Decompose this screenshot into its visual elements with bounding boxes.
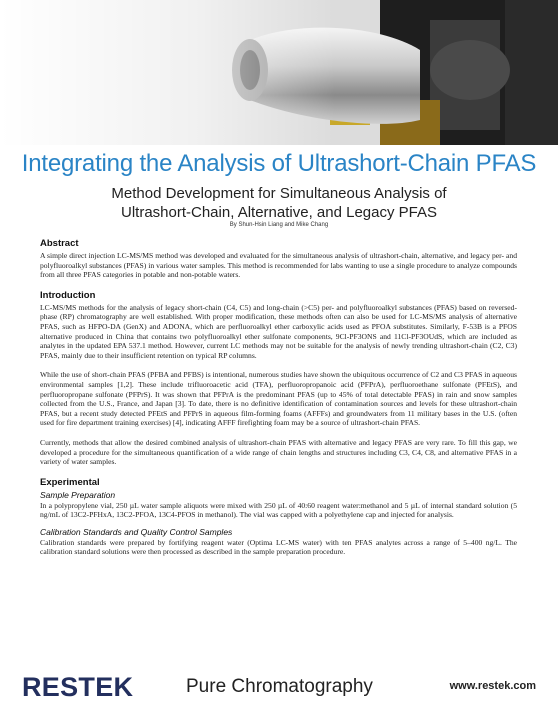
subtitle-line-2: Ultrashort-Chain, Alternative, and Legacy PFAS [121, 204, 437, 221]
abstract-heading: Abstract [40, 238, 79, 249]
sample-preparation-text: In a polypropylene vial, 250 µL water sample aliquots were mixed with 250 µL of 40:60 reagent water:methanol and 5 µL of internal standard solution (5 ng/mL of 13C2-PFHxA, 13C2-PFOA, 13C4-PFOS in methanol). The vial was capped with a polyethylene cap and injected for analysis. [40, 500, 517, 520]
calibration-heading: Calibration Standards and Quality Control Samples [40, 526, 233, 537]
introduction-heading: Introduction [40, 289, 96, 301]
restek-logo [22, 672, 133, 702]
abstract-text: A simple direct injection LC-MS/MS method was developed and evaluated for the simultaneous analysis of ultrashort-chain, alternative, and legacy per- and polyfluoroalkyl substances (PFAS) in various water samples. This method is recommended for labs wanting to use a single procedure to analyze compounds from all three PFAS categories in potable and non-potable waters. [40, 251, 517, 280]
footer-url[interactable]: www.restek.com [449, 680, 536, 692]
page-title: Integrating the Analysis of Ultrashort-Chain PFAS [21, 150, 537, 177]
calibration-text: Calibration standards were prepared by fortifying reagent water (Optima LC-MS water) with ten PFAS analytes across a range of 5–400 ng/L. The calibration standard solutions were then processed as described in the sample preparation procedure. [40, 537, 517, 557]
page-footer [0, 656, 558, 718]
introduction-paragraph-2: While the use of short-chain PFAS (PFBA and PFBS) is intentional, numerous studies have shown the ubiquitous occurrence of C2 and C3 PFAS in aqueous environmental samples [1,2]. These include trifluoroacetic acid (TFA), perfluoropropanoic acid (PFPrA), perfluoroethane sulfonate (PFEtS), and perfluoropropane sulfonate (PFPrS). It was shown that PFPrA is the predominant PFAS (up to 45% of total detectable PFAS) in rain and snow samples collected from the U.S., France, and Japan [3]. To date, there is no definitive identification of contamination sources and levels for these ultrashort-chain PFAS, but a recent study detected PFEtS and PFPrS in aqueous film-forming foams (AFFFs) and groundwaters from 11 military bases in the U.S. (often used for fire department training exercises) [4], indicating AFFF firefighting foam may be a source of ultrashort-chain PFAS. [40, 370, 517, 428]
hero-photo-illustration [0, 0, 558, 145]
article-body [40, 238, 517, 557]
logo-wordmark: RESTEK [22, 671, 134, 702]
sample-preparation-heading: Sample Preparation [40, 489, 116, 500]
introduction-paragraph-3: Currently, methods that allow the desired combined analysis of ultrashort-chain PFAS with alternative and legacy PFAS are very rare. To fill this gap, we developed a procedure for the simultaneous quantification of a wide range of chain lengths and structures including C3, C4, C8, and alternative PFAS in a variety of water samples. [40, 437, 517, 467]
footer-tagline: Pure Chromatography [186, 676, 373, 697]
page-subtitle [0, 184, 558, 222]
hero-image [0, 0, 558, 145]
subtitle-line-1: Method Development for Simultaneous Analysis of [111, 185, 447, 202]
introduction-paragraph-1: LC-MS/MS methods for the analysis of legacy short-chain (C4, C5) and long-chain (>C5) per- and polyfluoroalkyl substances (PFAS) based on reversed-phase (RP) chromatography are well established. With proper modification, these methods often can also be used for LC-MS/MS analysis of alternative PFAS, such as HFPO-DA (GenX) and ADONA, which are perfluoroalkyl ether carboxylic acids used as PFOA substitutes. Similarly, F-53B is a PFOS alternative produced in China that contains two polyfluoroalkyl ether sulfonate components, 9Cl-PF3ONS and 11Cl-PF3OUdS, which are included as analytes in the updated EPA 537.1 method. However, current LC methods may not be suitable for the analysis of newly trending ultrashort-chain (C2, C3) PFAS, mainly due to their insufficient retention on typical RP columns. [40, 302, 517, 360]
authors-byline: By Shun-Hsin Liang and Mike Chang [229, 222, 329, 228]
experimental-heading: Experimental [40, 476, 100, 488]
